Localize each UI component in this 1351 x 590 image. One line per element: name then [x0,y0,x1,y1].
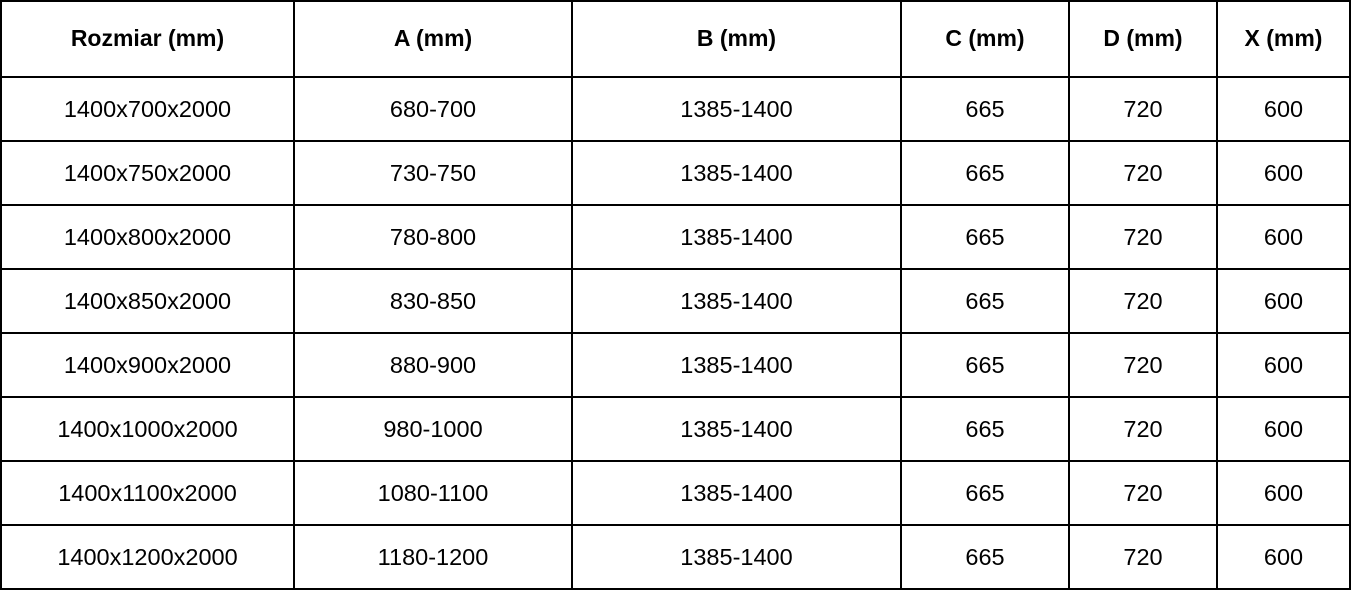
table-row [1,397,1350,461]
cell-d: 720 [1069,269,1217,333]
cell-c: 665 [901,333,1069,397]
cell-b: 1385-1400 [572,525,901,589]
column-header-c: C (mm) [901,1,1069,77]
cell-x: 600 [1217,77,1350,141]
table-row [1,461,1350,525]
cell-b: 1385-1400 [572,141,901,205]
table-row [1,269,1350,333]
table-row [1,525,1350,589]
cell-x: 600 [1217,141,1350,205]
cell-rozmiar: 1400x900x2000 [1,333,294,397]
cell-a: 680-700 [294,77,572,141]
cell-c: 665 [901,141,1069,205]
table-header-row [1,1,1350,77]
cell-d: 720 [1069,525,1217,589]
cell-x: 600 [1217,525,1350,589]
column-header-x: X (mm) [1217,1,1350,77]
cell-d: 720 [1069,397,1217,461]
table-header [1,1,1350,77]
cell-c: 665 [901,205,1069,269]
table-body [1,77,1350,589]
cell-a: 1080-1100 [294,461,572,525]
cell-rozmiar: 1400x1100x2000 [1,461,294,525]
cell-d: 720 [1069,205,1217,269]
cell-a: 1180-1200 [294,525,572,589]
cell-a: 780-800 [294,205,572,269]
cell-x: 600 [1217,461,1350,525]
column-header-rozmiar: Rozmiar (mm) [1,1,294,77]
cell-d: 720 [1069,461,1217,525]
cell-a: 830-850 [294,269,572,333]
cell-b: 1385-1400 [572,269,901,333]
cell-d: 720 [1069,333,1217,397]
cell-d: 720 [1069,77,1217,141]
cell-c: 665 [901,461,1069,525]
cell-d: 720 [1069,141,1217,205]
cell-b: 1385-1400 [572,461,901,525]
cell-rozmiar: 1400x800x2000 [1,205,294,269]
cell-a: 980-1000 [294,397,572,461]
table-row [1,205,1350,269]
cell-a: 730-750 [294,141,572,205]
cell-rozmiar: 1400x750x2000 [1,141,294,205]
cell-x: 600 [1217,269,1350,333]
cell-b: 1385-1400 [572,333,901,397]
cell-rozmiar: 1400x1000x2000 [1,397,294,461]
cell-b: 1385-1400 [572,205,901,269]
cell-rozmiar: 1400x850x2000 [1,269,294,333]
cell-b: 1385-1400 [572,397,901,461]
cell-c: 665 [901,269,1069,333]
cell-c: 665 [901,77,1069,141]
cell-x: 600 [1217,205,1350,269]
column-header-d: D (mm) [1069,1,1217,77]
cell-x: 600 [1217,333,1350,397]
table-row [1,77,1350,141]
cell-c: 665 [901,397,1069,461]
column-header-a: A (mm) [294,1,572,77]
column-header-b: B (mm) [572,1,901,77]
table-row [1,333,1350,397]
cell-a: 880-900 [294,333,572,397]
table-row [1,141,1350,205]
cell-rozmiar: 1400x700x2000 [1,77,294,141]
cell-b: 1385-1400 [572,77,901,141]
cell-rozmiar: 1400x1200x2000 [1,525,294,589]
cell-c: 665 [901,525,1069,589]
cell-x: 600 [1217,397,1350,461]
